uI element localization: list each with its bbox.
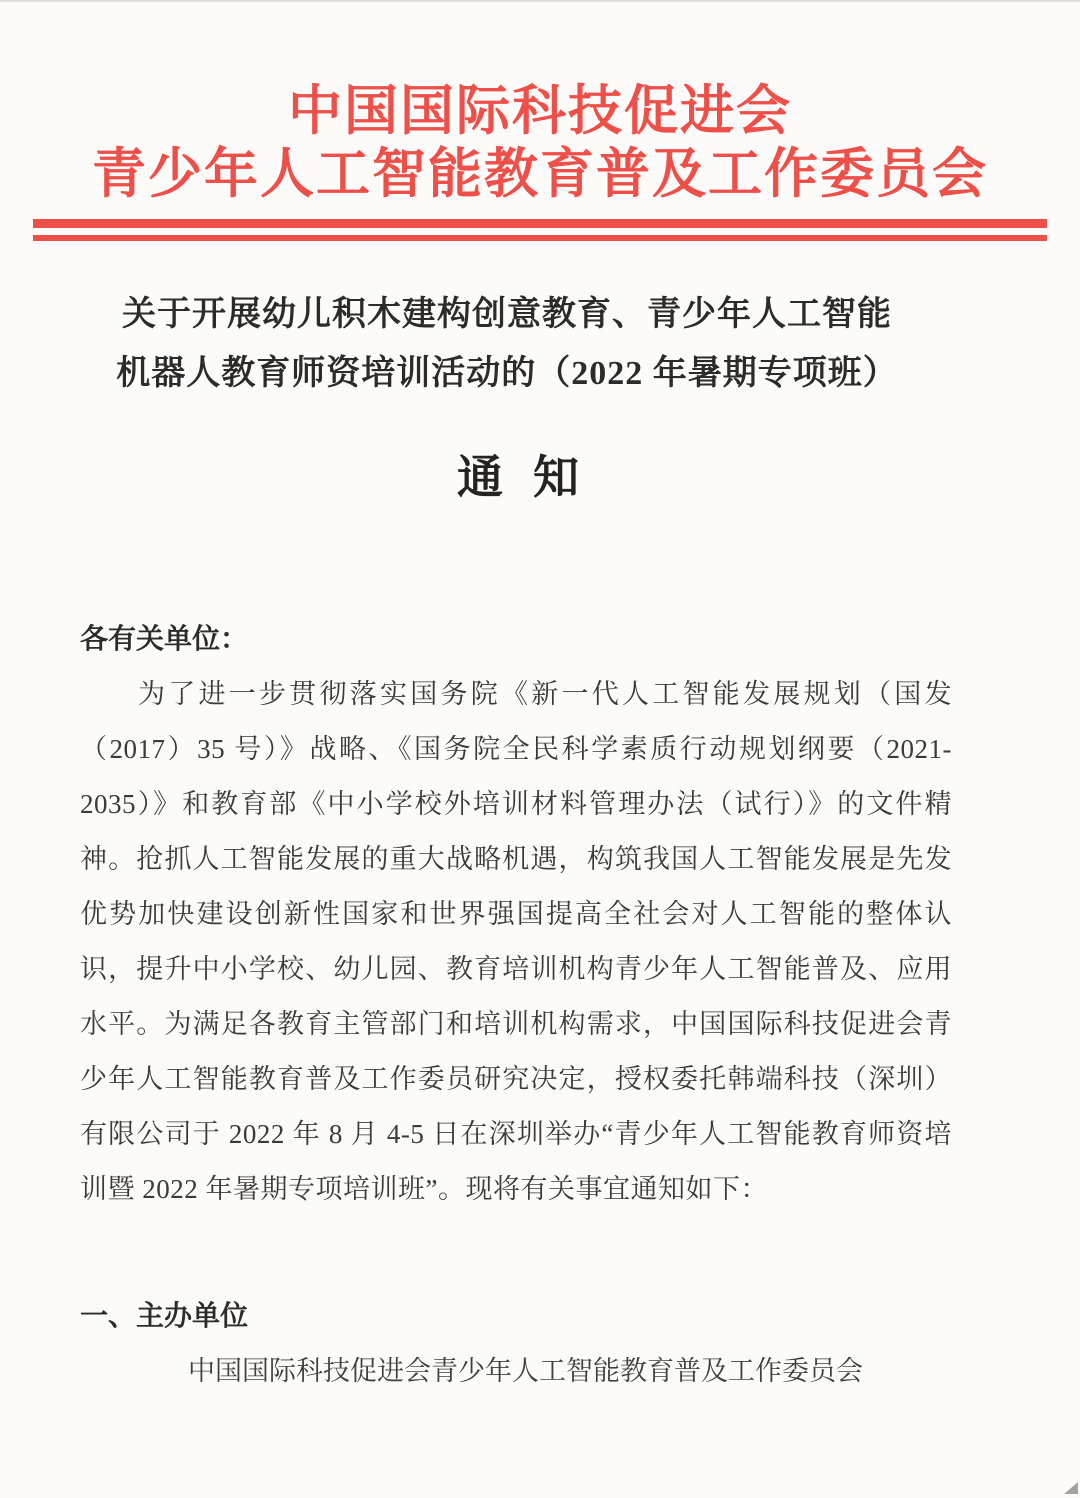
section-1-heading: 一、主办单位: [80, 1301, 249, 1332]
section-1-content: 中国国际科技促进会青少年人工智能教育普及工作委员会: [188, 1356, 863, 1386]
scan-corner-smudge: [1064, 1482, 1078, 1494]
document-body: [80, 612, 952, 1399]
notice-heading: 通知: [457, 452, 609, 503]
org-name-line1: 中国国际科技促进会: [288, 81, 792, 141]
org-name-line2: 青少年人工智能教育普及工作委员会: [92, 144, 988, 204]
letterhead: [0, 0, 1080, 241]
letterhead-rule-thick: [33, 219, 1047, 228]
body-paragraph: 为了进一步贯彻落实国务院《新一代人工智能发展规划（国发（2017）35 号）》战略、《国务院全民科学素质行动规划纲要（2021-2035）》和教育部《中小学校外培训材料管理办法（试行）》的文件精神。抢抓人工智能发展的重大战略机遇，构筑我国人工智能发展是先发优势加快建设创新性国家和世界强国提高全社会对人工智能的整体认识，提升中小学校、幼儿园、教育培训机构青少年人工智能普及、应用水平。为满足各教育主管部门和培训机构需求，中国国际科技促进会青少年人工智能教育普及工作委员研究决定，授权委托韩端科技（深圳）有限公司于 2022 年 8 月 4-5 日在深圳举办“青少年人工智能教育师资培训暨 2022 年暑期专项培训班”。现将有关事宜通知如下：: [80, 679, 952, 1204]
document-subject: [0, 285, 1047, 403]
letterhead-rule-thin: [33, 235, 1047, 241]
salutation: 各有关单位：: [80, 624, 249, 655]
subject-line1: 关于开展幼儿积木建构创意教育、青少年人工智能: [122, 296, 892, 333]
subject-line2: 机器人教育师资培训活动的（2022 年暑期专项班）: [116, 355, 898, 392]
